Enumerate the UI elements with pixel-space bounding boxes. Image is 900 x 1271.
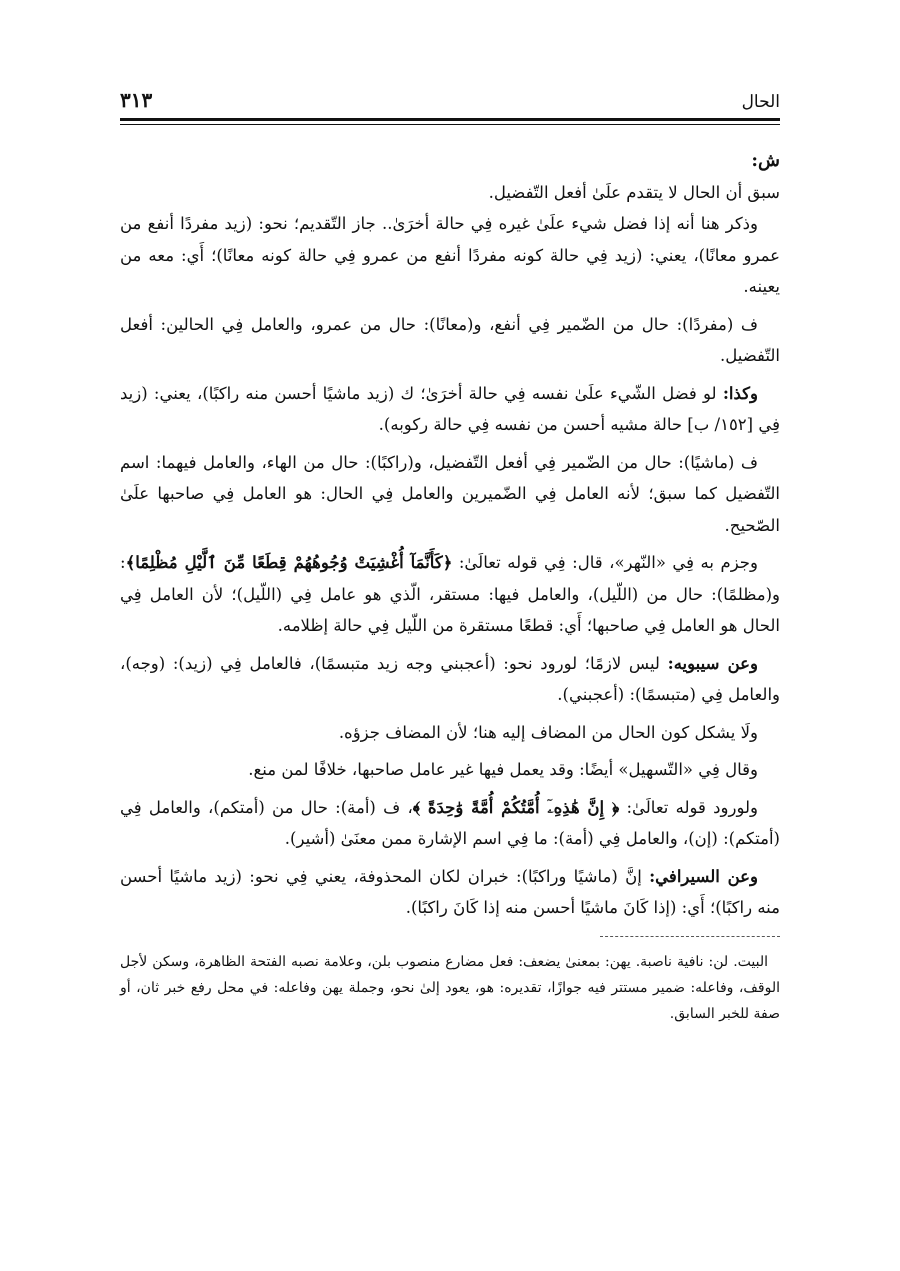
paragraph-6	[120, 547, 780, 642]
commentary-label: ش:	[751, 150, 780, 171]
paragraph-6-text-b: : و(مظلمًا): حال من (اللّيل)، والعامل فيها: مستقر، الّذي هو عامل فِي (اللّيل)؛ لأن العامل فِي الحال هو العامل فِي صاحبها؛ أَي: قطعًا مستقرة من اللّيل فِي حالة إظلامه.	[120, 553, 780, 635]
quran-verse-1: ﴿كَأَنَّمَآ أُغْشِيَتْ وُجُوهُهُمْ قِطَعًا مِّنَ ٱلَّيْلِ مُظْلِمًا﴾	[125, 553, 453, 572]
chapter-title: الحال	[741, 92, 780, 112]
paragraph-1: سبق أن الحال لا يتقدم علَىٰ أفعل التّفضيل.	[488, 182, 780, 202]
footnote-text: البيت. لن: نافية ناصبة. يهن: بمعنىٰ يضعف: فعل مضارع منصوب بلن، وعلامة نصبه الفتحة الظاهرة، وسكن لأجل الوقف، وفاعله: ضمير مستتر فيه جوازًا، تقديره: هو، يعود إلىٰ نحو، وجملة يهن وفاعله: في محل رفع خبر ثان، أو صفة للخبر السابق.	[120, 953, 780, 1022]
paragraph-8: ولَا يشكل كون الحال من المضاف إليه هنا؛ لأن المضاف جزؤه.	[338, 722, 758, 742]
quran-verse-2: ﴿ إِنَّ هَٰذِهِۦٓ أُمَّتُكُمْ أُمَّةً وَٰحِدَةً ﴾	[412, 797, 620, 817]
page	[120, 80, 780, 1027]
main-text	[120, 145, 780, 924]
header-rule-thin	[120, 124, 780, 125]
paragraph-4-lead: وكذا:	[722, 383, 758, 403]
paragraph-10-text-b: ، ف (أمة): حال من (أمتكم)، والعامل فِي (أمتكم): (إن)، والعامل فِي (أمة): ما فِي اسم الإشارة ممن معنَىٰ (أشير).	[120, 797, 780, 848]
paragraph-10-text-a: ولورود قوله تعالَىٰ:	[619, 797, 758, 817]
paragraph-5: ف (ماشيًا): حال من الضّمير فِي أفعل التّفضيل، و(راكبًا): حال من الهاء، والعامل فيهما: اسم التّفضيل كما سبق؛ لأنه العامل فِي الضّميرين والعامل فِي الحال: هو العامل فِي صاحبها علَىٰ الصّحيح.	[120, 452, 780, 535]
paragraph-3: ف (مفردًا): حال من الضّمير فِي أنفع، و(معانًا): حال من عمرو، والعامل فِي الحالين: أفعل التّفضيل.	[120, 314, 780, 365]
paragraph-11	[120, 861, 780, 924]
paragraph-2: وذكر هنا أنه إذا فضل شيء علَىٰ غيره فِي حالة أخرَىٰ.. جاز التّقديم؛ نحو: (زيد مفردًا أنفع من عمرو معانًا)، يعني: (زيد فِي حالة كونه مفردًا أنفع من عمرو فِي حالة كونه معانًا)؛ أَي: معه من يعينه.	[120, 214, 780, 296]
page-number: ٣١٣	[120, 88, 153, 112]
paragraph-7-lead: وعن سيبويه:	[667, 653, 758, 673]
paragraph-6-text-a: وجزم به فِي «النّهر»، قال: فِي قوله تعالَىٰ:	[452, 553, 758, 572]
paragraph-7	[120, 648, 780, 711]
running-header	[120, 80, 780, 112]
footnotes	[120, 949, 780, 1027]
paragraph-11-text: إنَّ (ماشيًا وراكبًا): خبران لكان المحذوفة، يعني فِي نحو: (زيد ماشيًا أحسن منه راكبًا)؛ أَي: (إذا كَانَ ماشيًا أحسن منه إذا كَانَ راكبًا).	[120, 866, 780, 917]
paragraph-11-lead: وعن السيرافي:	[649, 866, 758, 886]
paragraph-10	[120, 792, 780, 855]
paragraph-9: وقال فِي «التّسهيل» أيضًا: وقد يعمل فيها غير عامل صاحبها، خلافًا لمن منع.	[248, 760, 758, 779]
footnote-separator	[600, 936, 780, 937]
paragraph-4	[120, 378, 780, 441]
paragraph-4-text: لو فضل الشّيء علَىٰ نفسه فِي حالة أخرَىٰ؛ ك (زيد ماشيًا أحسن منه راكبًا)، يعني: (زيد فِي [١٥٢/ ب] حالة مشيه أحسن من نفسه فِي حالة ركوبه).	[120, 383, 780, 434]
paragraph-7-text: ليس لازمًا؛ لورود نحو: (أعجبني وجه زيد متبسمًا)، فالعامل فِي (زيد): (وجه)، والعامل فِي (متبسمًا): (أعجبني).	[120, 653, 780, 704]
header-rule-thick	[120, 118, 780, 121]
